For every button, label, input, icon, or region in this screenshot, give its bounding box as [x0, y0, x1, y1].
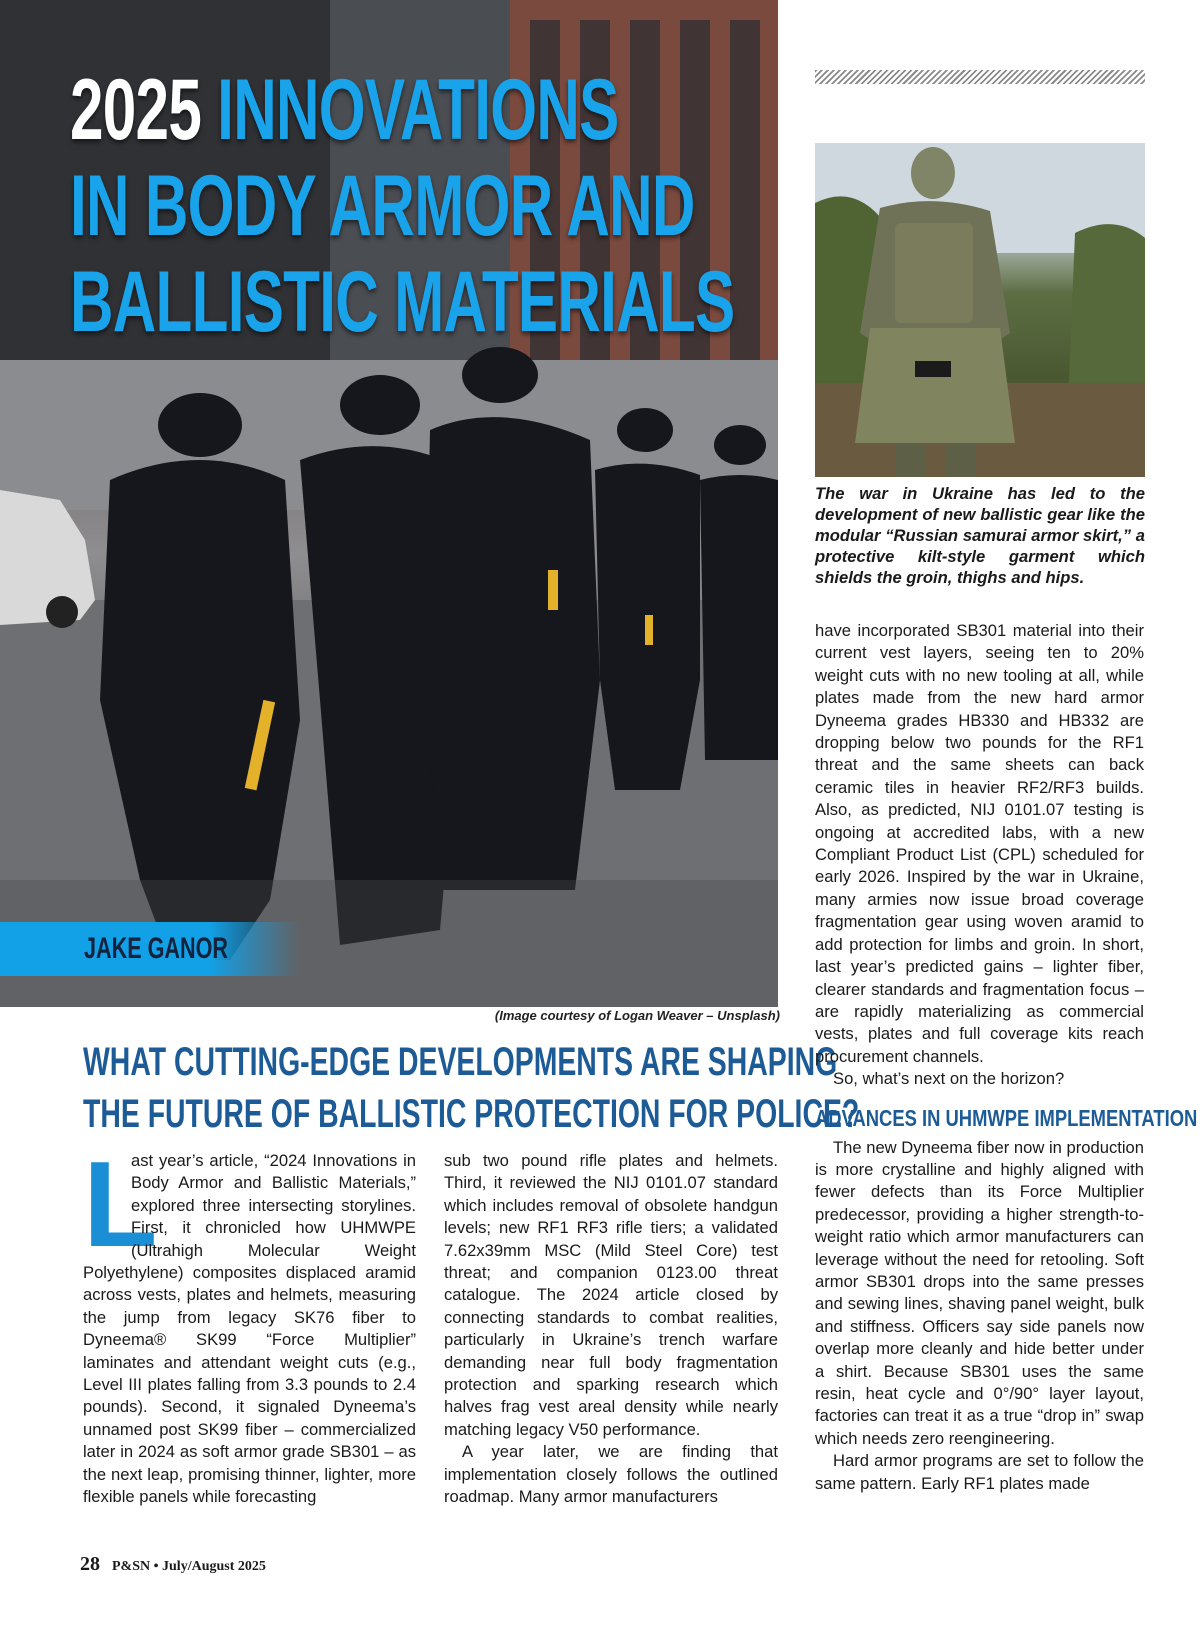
section-subhead	[815, 1104, 1198, 1131]
body-column-2	[444, 1150, 778, 1509]
body-paragraph: The new Dyneema fiber now in production is more crystalline and highly aligned with fewer defects than its Force Multiplier predecessor, providing a higher strength-to-weight ratio which armor manufacturers can leverage without the need for retooling. Soft armor SB301 drops into the same presses and sewing lines, shaving panel weight, bulk and stiffness. Officers say side panels now overlap more cleanly and hide better under a shirt. Because SB301 uses the same resin, heat cycle and 0°/90° layer layout, factories can treat it as a true “drop in” swap which needs zero reengineering.	[815, 1137, 1144, 1448]
title-innovations: INNOVATIONS	[217, 62, 619, 158]
title-year: 2025	[70, 62, 202, 158]
body-paragraph: sub two pound rifle plates and helmets. Third, it reviewed the NIJ 0101.07 standard which includes removal of obsolete handgun levels; new RF1 RF3 rifle tiers; a validated 7.62x39mm MSC (Mild Steel Core) test threat; and companion 0123.00 threat catalogue. The 2024 article closed by connecting standards to combat realities, particularly in Ukraine’s trench warfare demanding near full body fragmentation protection and sparking research which halves frag vest areal density while nearly matching legacy V50 performance.	[444, 1151, 778, 1439]
drop-cap: L	[83, 1136, 158, 1272]
body-paragraph: have incorporated SB301 material into their current vest layers, seeing ten to 20% weight cuts with no new tooling at all, while plates made from the new hard armor Dyneema grades HB330 and HB332 are dropping below two pounds for the RF1 threat and the same sheets can back ceramic tiles in heavier RF2/RF3 builds. Also, as predicted, NIJ 0101.07 testing is ongoing at accredited labs, with a new Compliant Product List (CPL) scheduled for early 2026. Inspired by the war in Ukraine, many armies now issue broad coverage fragmentation gear using woven aramid to add protection for limbs and groin. In short, last year’s predicted gains – lighter fiber, clearer standards and fragmentation focus – are rapidly materializing as commercial vests, plates and full coverage kits reach procurement channels.	[815, 621, 1144, 1066]
publication-issue: P&SN • July/August 2025	[112, 1559, 266, 1574]
page-footer	[80, 1553, 266, 1576]
deck-line-2: THE FUTURE OF BALLISTIC PROTECTION FOR POLICE?	[83, 1092, 860, 1136]
photo-caption: The war in Ukraine has led to the development of new ballistic gear like the modular “Russian samurai armor skirt,” a protective kilt-style garment which shields the groin, thighs and hips.	[815, 484, 1145, 587]
title-line-3: BALLISTIC MATERIALS	[70, 254, 735, 350]
body-paragraph: Hard armor programs are set to follow the same pattern. Early RF1 plates made	[815, 1451, 1144, 1493]
armor-skirt-photo	[815, 143, 1145, 477]
article-title	[70, 62, 760, 350]
body-column-3	[815, 620, 1198, 1495]
title-line-2: IN BODY ARMOR AND	[70, 158, 695, 254]
soldier-armor-skirt-illustration	[815, 143, 1145, 477]
article-deck	[83, 1036, 860, 1140]
author-byline-bar	[0, 922, 300, 976]
deck-line-1: WHAT CUTTING-EDGE DEVELOPMENTS ARE SHAPING	[83, 1040, 838, 1084]
author-name: JAKE GANOR	[84, 932, 229, 965]
hero-photo-credit: (Image courtesy of Logan Weaver – Unsplash)	[494, 1008, 780, 1023]
body-paragraph: So, what’s next on the horizon?	[833, 1069, 1065, 1089]
body-paragraph: ast year’s article, “2024 Innovations in Body Armor and Ballistic Materials,” explored three intersecting storylines. First, it chronicled how UHMWPE (Ultrahigh Molecular Weight Polyethylene) composites displaced aramid across vests, plates and helmets, measuring the jump from legacy SK76 fiber to Dyneema® SK99 “Force Multiplier” laminates and attendant weight cuts (e.g., Level III plates falling from 3.3 pounds to 2.4 pounds). Second, it signaled Dyneema’s unnamed post SK99 fiber – commercialized later in 2024 as soft armor grade SB301 – as the next leap, promising thinner, lighter, more flexible panels while forecasting	[83, 1151, 416, 1507]
body-column-1	[83, 1136, 416, 1509]
decorative-hatch-rule	[815, 70, 1145, 84]
body-paragraph: A year later, we are finding that implementation closely follows the outlined roadmap. Many armor manufacturers	[444, 1442, 778, 1507]
subhead-text: ADVANCES IN UHMWPE IMPLEMENTATION	[815, 1104, 1198, 1131]
hero-photo	[0, 0, 778, 1007]
page-number: 28	[80, 1553, 100, 1575]
